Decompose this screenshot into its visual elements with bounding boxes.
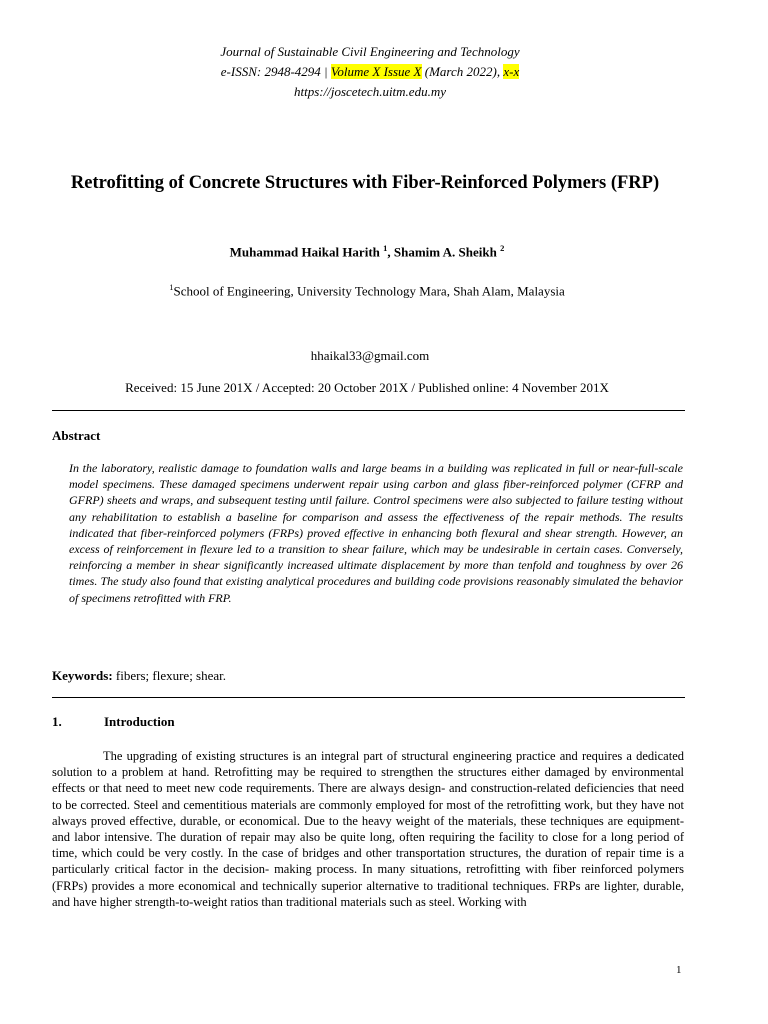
affiliation-mark: 1 — [169, 282, 174, 292]
keywords-text: fibers; flexure; shear. — [112, 668, 227, 683]
author-list — [0, 243, 734, 260]
author-affiliation-mark: 1 — [383, 243, 388, 253]
section-title: Introduction — [104, 714, 175, 729]
paper-title: Retrofitting of Concrete Structures with Fiber-Reinforced Polymers (FRP) — [70, 173, 660, 193]
author-affiliation-mark: 2 — [500, 243, 505, 253]
issue-date: (March 2022), — [421, 64, 504, 79]
publication-dates: Received: 15 June 201X / Accepted: 20 October 201X / Published online: 4 November 201X — [125, 380, 609, 395]
author-separator: , — [387, 244, 394, 260]
journal-url[interactable]: https://joscetech.uitm.edu.my — [294, 84, 446, 99]
journal-issn-line — [0, 62, 740, 82]
section-number: 1. — [52, 714, 62, 729]
affiliation — [0, 282, 734, 299]
page-range-highlight: x-x — [503, 64, 520, 79]
keywords-label: Keywords: — [52, 668, 113, 683]
affiliation-text: School of Engineering, University Technology Mara, Shah Alam, Malaysia — [173, 283, 565, 299]
divider-top — [52, 410, 685, 411]
journal-name: Journal of Sustainable Civil Engineering and Technology — [220, 44, 520, 59]
volume-issue-highlight: Volume X Issue X — [330, 64, 422, 79]
keywords — [52, 668, 226, 684]
issn: e-ISSN: 2948-4294 | — [220, 64, 331, 79]
author-name: Shamim A. Sheikh — [393, 244, 497, 260]
journal-header — [0, 42, 740, 102]
corresponding-email[interactable]: hhaikal33@gmail.com — [310, 348, 430, 363]
abstract-heading: Abstract — [52, 428, 101, 443]
introduction-paragraph: The upgrading of existing structures is an integral part of structural engineering practice and requires a dedicated solution to a problem at hand. Retrofitting may be required to strengthen the structures either damaged by environmental effects or that need to meet new code requirements. There are always design- and construction-related deficiencies that need to be corrected. Steel and cementitious materials are commonly employed for most of the retrofitting work, but they have not always proved effective, durable, or economical. Due to the heavy weight of the materials, these techniques are equipment- and labor intensive. The duration of repair may also be quite long, often requiring the facility to close for a long period of time, which could be very costly. In the case of bridges and other transportation structures, the duration of repair time is a particularly critical factor in the decision- making process. In many situations, retrofitting with fiber reinforced polymers (FRPs) provides a more economical and technically superior alternative to traditional techniques. FRPs are lighter, durable, and have higher strength-to-weight ratios than traditional materials such as steel. Working with — [52, 749, 684, 909]
page-number: 1 — [676, 964, 682, 976]
divider-bottom — [52, 697, 685, 698]
author-name: Muhammad Haikal Harith — [229, 244, 380, 260]
section-heading-introduction — [52, 714, 175, 730]
abstract-text: In the laboratory, realistic damage to foundation walls and large beams in a building was replicated in full or near-full-scale model specimens. These damaged specimens underwent repair using carbon and glass fiber-reinforced polymer (CFRP and GFRP) sheets and wraps, and subsequent testing until failure. Control specimens were also subjected to failure testing without any rehabilitation to establish a baseline for comparison and assess the effectiveness of the repair methods. The results indicated that fiber-reinforced polymers (FRPs) proved effective in enhancing both flexural and shear strength. However, an excess of reinforcement in flexure led to a transition to shear failure, which may be undesirable in certain cases. Conversely, reinforcing a member in shear significantly increased ultimate displacement by more than tenfold and toughness by over 26 times. The study also found that existing analytical procedures and building code provisions reasonably simulated the behavior of specimens retrofitted with FRP. — [69, 461, 683, 605]
